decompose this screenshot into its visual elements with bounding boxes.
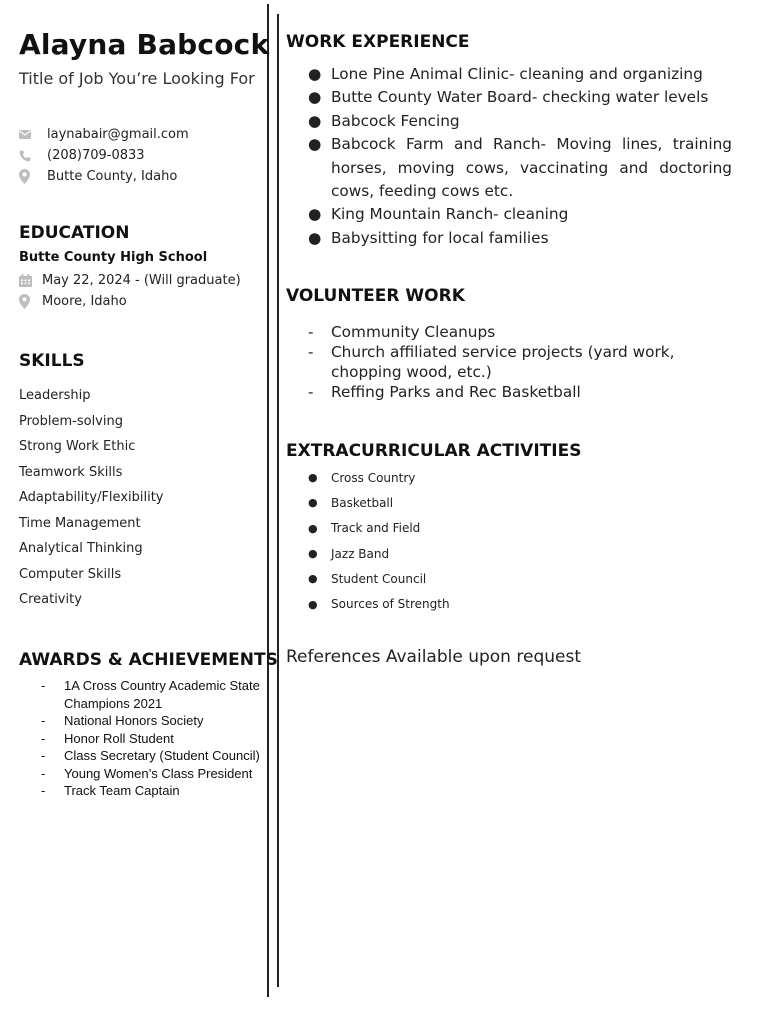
activity-item: ● Basketball [308, 495, 394, 510]
activity-item: ● Track and Field [308, 521, 421, 536]
calendar-icon [19, 274, 42, 287]
skill-item: Creativity [19, 592, 82, 607]
award-item: - Class Secretary (Student Council) [41, 747, 281, 765]
graduation-date [19, 270, 241, 291]
activity-text: Sources of Strength [331, 597, 450, 612]
envelope-icon [19, 130, 47, 139]
work-experience-heading: WORK EXPERIENCE [286, 32, 470, 52]
award-text: Young Women’s Class President [64, 765, 253, 781]
activity-item: ● Cross Country [308, 470, 416, 485]
work-item: ● Babcock Fencing [286, 110, 732, 133]
activity-text: Jazz Band [331, 546, 390, 561]
activity-text: Track and Field [331, 521, 421, 536]
volunteer-item-text: Community Cleanups [331, 323, 496, 341]
phone-text: (208)709-0833 [47, 148, 145, 163]
award-item: - Honor Roll Student [41, 730, 281, 748]
award-item: - Track Team Captain [41, 782, 281, 800]
award-text: Track Team Captain [64, 783, 180, 798]
work-experience-list [286, 63, 732, 250]
activity-text: Cross Country [331, 470, 416, 485]
skill-item: Computer Skills [19, 566, 122, 582]
work-item-text: Babysitting for local families [331, 228, 549, 247]
activity-item: ● Jazz Band [308, 546, 390, 561]
education-details [19, 270, 241, 312]
skills-list [19, 383, 164, 613]
awards-heading: AWARDS & ACHIEVEMENTS [19, 650, 278, 670]
location-pin-icon [19, 169, 47, 184]
skill-item: Time Management [19, 515, 141, 531]
activity-text: Student Council [331, 571, 427, 586]
phone-icon [19, 150, 47, 162]
extracurricular-list [286, 465, 450, 617]
location-text: Butte County, Idaho [47, 169, 178, 184]
work-item: ● King Mountain Ranch- cleaning [286, 203, 732, 226]
work-item: ● Babcock Farm and Ranch- Moving lines, training horses, moving cows, vaccinating and doctoring cows, feeding cows etc. [286, 133, 732, 203]
award-text: Honor Roll Student [64, 730, 174, 746]
school-name: Butte County High School [19, 250, 208, 265]
volunteer-item: - Reffing Parks and Rec Basketball [286, 382, 732, 402]
volunteer-item-text: Reffing Parks and Rec Basketball [331, 383, 581, 401]
skill-item: Leadership [19, 388, 91, 403]
column-divider-line [267, 4, 269, 997]
volunteer-work-heading: VOLUNTEER WORK [286, 286, 465, 306]
graduation-date-text: May 22, 2024 - (Will graduate) [42, 273, 241, 288]
volunteer-item: - Church affiliated service projects (yard work, chopping wood, etc.) [286, 342, 732, 382]
email-text: laynabair@gmail.com [47, 127, 189, 142]
volunteer-item: - Community Cleanups [286, 322, 732, 342]
award-item: - National Honors Society [41, 712, 281, 730]
contact-info [19, 124, 189, 187]
job-title: Title of Job You’re Looking For [19, 69, 255, 88]
skill-item: Adaptability/Flexibility [19, 490, 164, 505]
contact-location [19, 166, 189, 187]
references-note: References Available upon request [286, 647, 581, 667]
education-heading: EDUCATION [19, 223, 130, 243]
volunteer-item-text: Church affiliated service projects (yard work, chopping wood, etc.) [331, 343, 675, 381]
work-item: ● Babysitting for local families [286, 227, 732, 250]
column-divider-line [277, 14, 279, 987]
activity-text: Basketball [331, 495, 394, 510]
activity-item: ● Sources of Strength [308, 597, 450, 612]
skill-item: Strong Work Ethic [19, 439, 136, 454]
work-item-text: King Mountain Ranch- cleaning [331, 205, 569, 224]
volunteer-work-list [286, 322, 732, 402]
school-location-text: Moore, Idaho [42, 294, 127, 309]
skill-item: Analytical Thinking [19, 541, 143, 556]
skill-item: Problem-solving [19, 413, 123, 429]
award-text: 1A Cross Country Academic State Champions 2021 [64, 678, 260, 711]
contact-phone[interactable] [19, 145, 189, 166]
awards-list [41, 677, 281, 800]
work-item: ● Butte County Water Board- checking water levels [286, 86, 732, 109]
work-item-text: Butte County Water Board- checking water levels [331, 88, 709, 107]
work-item-text: Babcock Fencing [331, 111, 460, 130]
skill-item: Teamwork Skills [19, 464, 123, 480]
award-item: - Young Women’s Class President [41, 765, 281, 783]
work-item-text: Lone Pine Animal Clinic- cleaning and organizing [331, 65, 703, 83]
award-item: - 1A Cross Country Academic State Champions 2021 [41, 677, 281, 712]
candidate-name: Alayna Babcock [19, 28, 270, 61]
activity-item: ● Student Council [308, 571, 427, 586]
contact-email[interactable] [19, 124, 189, 145]
work-item-text: Babcock Farm and Ranch- Moving lines, training horses, moving cows, vaccinating and doctoring cows, feeding cows etc. [331, 135, 732, 201]
work-item: ● Lone Pine Animal Clinic- cleaning and organizing [286, 63, 732, 86]
location-pin-icon [19, 294, 42, 309]
award-text: Class Secretary (Student Council) [64, 748, 260, 763]
skills-heading: SKILLS [19, 351, 85, 371]
extracurricular-heading: EXTRACURRICULAR ACTIVITIES [286, 441, 582, 461]
school-location [19, 291, 241, 312]
award-text: National Honors Society [64, 713, 204, 728]
